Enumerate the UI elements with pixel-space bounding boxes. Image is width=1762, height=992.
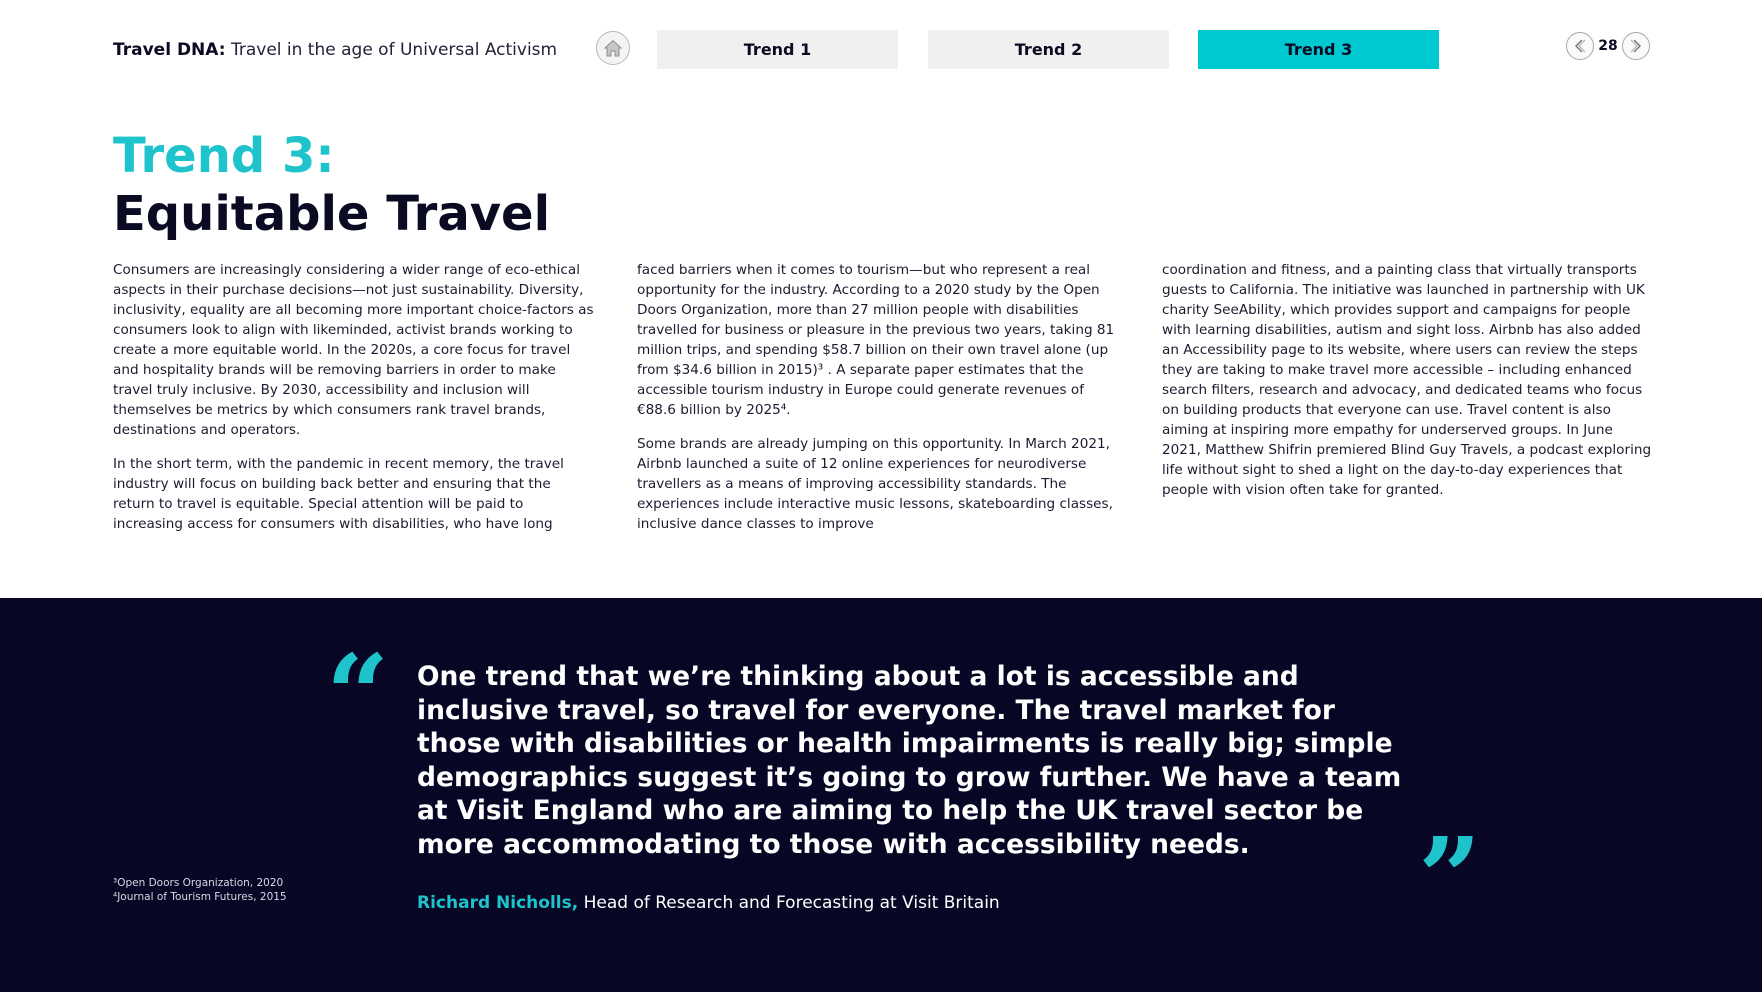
footnote: ⁴Journal of Tourism Futures, 2015 xyxy=(113,891,287,903)
chevron-right-icon xyxy=(1628,38,1644,54)
next-page-button[interactable] xyxy=(1622,32,1650,60)
quote-role: Head of Research and Forecasting at Visit Britain xyxy=(583,893,1000,913)
page-number: 28 xyxy=(1598,38,1618,54)
header-subtitle: Travel in the age of Universal Activism xyxy=(230,40,558,60)
paragraph: coordination and fitness, and a painting class that virtually transports guests to California. The initiative was launched in partnership with UK charity SeeAbility, which provides support and campaigns for people with learning disabilities, autism and sight loss. Airbnb has also added an Accessibility page to its website, where users can review the steps they are taking to make travel more accessible – including enhanced search filters, research and advocacy, and dedicated teams who focus on building products that everyone can use. Travel content is also aiming at inspiring more empathy for underserved groups. In June 2021, Matthew Shifrin premiered Blind Guy Travels, a podcast exploring life without sight to shed a light on the day-to-day experiences that people with vision often take for granted. xyxy=(1162,262,1652,498)
text-column-1 xyxy=(113,260,595,548)
quote-text: One trend that we’re thinking about a lot is accessible and inclusive travel, so travel for everyone. The travel market for those with disabilities or health impairments is really big; simple demographics suggest it’s going to grow further. We have a team at Visit England who are aiming to help the UK travel sector be more accommodating to those with accessibility needs. xyxy=(417,661,1402,860)
paragraph: Consumers are increasingly considering a wider range of eco-ethical aspects in their purchase decisions—not just sustainability. Diversity, inclusivity, equality are all becoming more important choice-factors as consumers look to align with likeminded, activist brands working to create a more equitable world. In the 2020s, a core focus for travel and hospitality brands will be removing barriers in order to make travel truly inclusive. By 2030, accessibility and inclusion will themselves be metrics by which consumers rank travel brands, destinations and operators. xyxy=(113,262,594,438)
tab-trend-1[interactable]: Trend 1 xyxy=(657,30,898,69)
text-column-3 xyxy=(1162,260,1652,514)
footnotes xyxy=(113,876,287,904)
footnote: ³Open Doors Organization, 2020 xyxy=(113,877,284,889)
paragraph: In the short term, with the pandemic in recent memory, the travel industry will focus on building back better and ensuring that the return to travel is equitable. Special attention will be paid to increasing access for consumers with disabilities, who have long xyxy=(113,456,564,532)
header-title xyxy=(113,40,557,60)
pager xyxy=(1566,32,1650,60)
close-quote-icon: ” xyxy=(1418,813,1482,942)
paragraph: Some brands are already jumping on this opportunity. In March 2021, Airbnb launched a suite of 12 online experiences for neurodiverse travellers as a means of improving accessibility standards. The experiences include interactive music lessons, skateboarding classes, inclusive dance classes to improve xyxy=(637,436,1113,532)
quote-attribution xyxy=(417,893,1000,913)
tab-trend-2[interactable]: Trend 2 xyxy=(928,30,1169,69)
text-column-2 xyxy=(637,260,1125,548)
home-button[interactable] xyxy=(596,31,630,65)
trend-label: Trend 3: xyxy=(113,128,335,184)
prev-page-button[interactable] xyxy=(1566,32,1594,60)
quote-author: Richard Nicholls, xyxy=(417,893,579,913)
home-icon xyxy=(602,37,624,59)
page-title: Equitable Travel xyxy=(113,186,551,242)
paragraph: faced barriers when it comes to tourism—but who represent a real opportunity for the industry. According to a 2020 study by the Open Doors Organization, more than 27 million people with disabilities travelled for business or pleasure in the previous two years, taking 81 million trips, and spending $58.7 billion on their own travel alone (up from $34.6 billion in 2015)³ . A separate paper estimates that the accessible tourism industry in Europe could generate revenues of €88.6 billion by 2025⁴. xyxy=(637,262,1115,418)
brand-label: Travel DNA: xyxy=(113,40,226,60)
chevron-left-icon xyxy=(1572,38,1588,54)
open-quote-icon: “ xyxy=(326,630,390,759)
tab-trend-3[interactable]: Trend 3 xyxy=(1198,30,1439,69)
